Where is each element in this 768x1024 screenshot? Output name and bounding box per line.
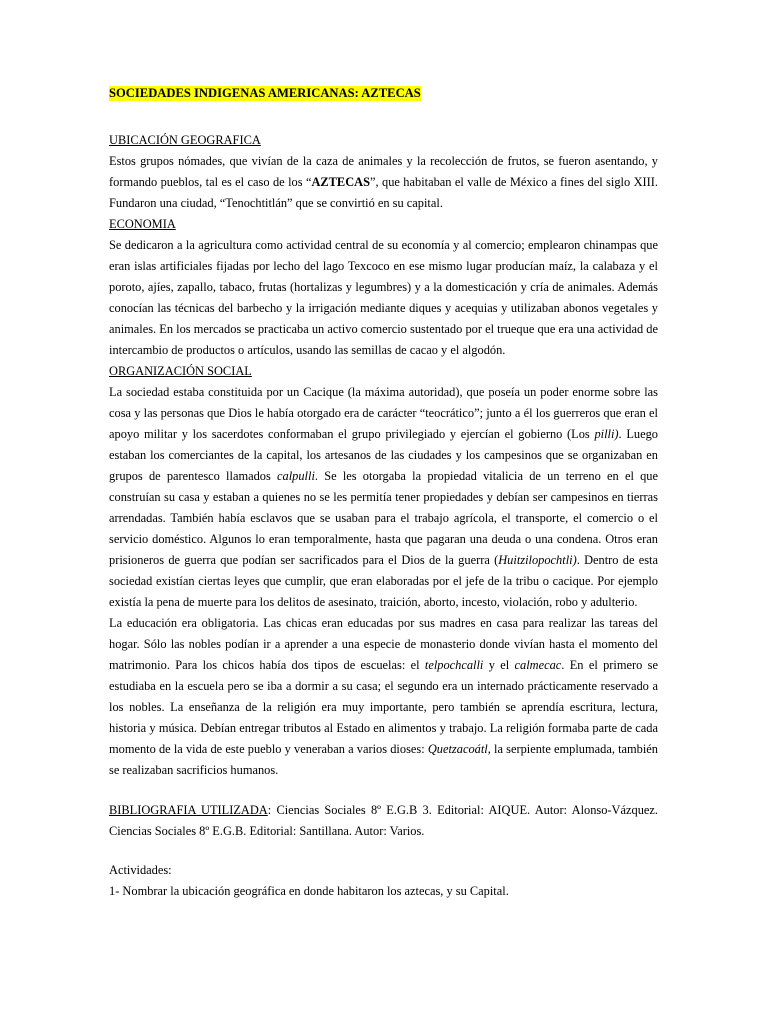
section-heading-organizacion-social: ORGANIZACIÓN SOCIAL: [109, 364, 252, 378]
section-economia: [109, 214, 658, 361]
paragraph-educacion: [109, 613, 658, 781]
text-run: . Dentro de esta sociedad existían ciertas leyes que cumplir, que eran elaboradas por el jefe de la tribu o cacique. Por ejemplo existía la pena de muerte para los delitos de asesinato, traición, aborto, incesto, violación, robo y adulterio.: [109, 553, 658, 609]
text-run: . Luego estaban los comerciantes de la capital, los artesanos de las ciudades y los campesinos que se organizaban en grupos de parentesco llamados: [109, 427, 658, 483]
text-run: La sociedad estaba constituida por un Cacique (la máxima autoridad), que poseía un poder enorme sobre las cosa y las personas que Dios le había otorgado era de carácter “teocrático”; junto a él los guerreros que eran el apoyo militar y los sacerdotes conformaban el grupo privilegiado y ejercían el gobierno (Los: [109, 385, 658, 441]
text-run: . En el primero se estudiaba en la escuela pero se iba a dormir a su casa; el segundo era un internado prácticamente reservado a los nobles. La enseñanza de la religión era muy importante, pero también se aprendía escritura, lectura, historia y música. Debían entregar tributos al Estado en alimentos y trabajo. La religión formaba parte de cada momento de la vida de este pueblo y veneraban a varios dioses:: [109, 658, 658, 756]
bibliography-label: BIBLIOGRAFIA UTILIZADA: [109, 803, 268, 817]
paragraph-ubicacion: [109, 151, 658, 214]
section-heading-ubicacion: UBICACIÓN GEOGRAFICA: [109, 133, 261, 147]
text-run: Estos grupos nómades, que vivían de la caza de animales y la recolección de frutos, se fueron asentando, y formando pueblos, tal es el caso de los “: [109, 154, 658, 189]
document-title: SOCIEDADES INDIGENAS AMERICANAS: AZTECAS: [109, 86, 421, 100]
document-body: [109, 83, 658, 902]
text-run: y el: [483, 658, 515, 672]
text-run-italic: pilli): [594, 427, 619, 441]
activities-title: Actividades:: [109, 863, 172, 877]
text-run-italic: calpulli: [277, 469, 315, 483]
text-run: Se dedicaron a la agricultura como actividad central de su economía y al comercio; emplearon chinampas que eran islas artificiales fijadas por lecho del lago Texcoco en ese mismo lugar producían maíz, la calabaza y el poroto, ajíes, zapallo, tabaco, frutas (hortalizas y legumbres) y a la domesticación y cría de animales. Además conocían las técnicas del barbecho y la irrigación mediante diques y acequias y utilizaban abonos vegetales y animales. En los mercados se practicaba un activo comercio sustentado por el trueque que era una actividad de intercambio de productos o artículos, usando las semillas de cacao y el algodón.: [109, 238, 658, 357]
section-organizacion-social: [109, 361, 658, 781]
bibliography-text: : Ciencias Sociales 8º E.G.B 3. Editorial: AIQUE. Autor: Alonso-Vázquez. Ciencias Sociales 8º E.G.B. Editorial: Santillana. Autor: Varios.: [109, 803, 658, 838]
text-run-bold: AZTECAS: [311, 175, 370, 189]
text-run: La educación era obligatoria. Las chicas eran educadas por sus madres en casa para realizar las tareas del hogar. Sólo las nobles podían ir a aprender a una especie de monasterio donde vivían hasta el momento del matrimonio. Para los chicos había dos tipos de escuelas: el: [109, 616, 658, 672]
section-heading-economia: ECONOMIA: [109, 217, 176, 231]
paragraph-organizacion-social: [109, 382, 658, 613]
text-run-italic: Huitzilopochtli): [498, 553, 577, 567]
text-run-italic: calmecac: [514, 658, 562, 672]
text-run: ”, que habitaban el valle de México a fines del siglo XIII. Fundaron una ciudad, “Tenochtitlán” que se convirtió en su capital.: [109, 175, 658, 210]
text-run: , la serpiente emplumada, también se realizaban sacrificios humanos.: [109, 742, 659, 777]
activity-item: 1- Nombrar la ubicación geográfica en donde habitaron los aztecas, y su Capital.: [109, 884, 509, 898]
title-row: [109, 83, 658, 104]
paragraph-economia: [109, 235, 658, 361]
text-run-italic: Quetzacoátl: [427, 742, 488, 756]
section-ubicacion: [109, 130, 658, 214]
text-run: . Se les otorgaba la propiedad vitalicia de un terreno en el que construían su casa y estaban a quienes no se les permitía tener propiedades y debían ser campesinos en tierras arrendadas. También había esclavos que se usaban para el trabajo agrícola, el transporte, el comercio o el servicio doméstico. Algunos lo eran temporalmente, hasta que pagaran una deuda o una condena. Otros eran prisioneros de guerra que podían ser sacrificados para el Dios de la guerra (: [109, 469, 659, 567]
text-run-italic: telpochcalli: [424, 658, 484, 672]
bibliography: [109, 800, 658, 842]
